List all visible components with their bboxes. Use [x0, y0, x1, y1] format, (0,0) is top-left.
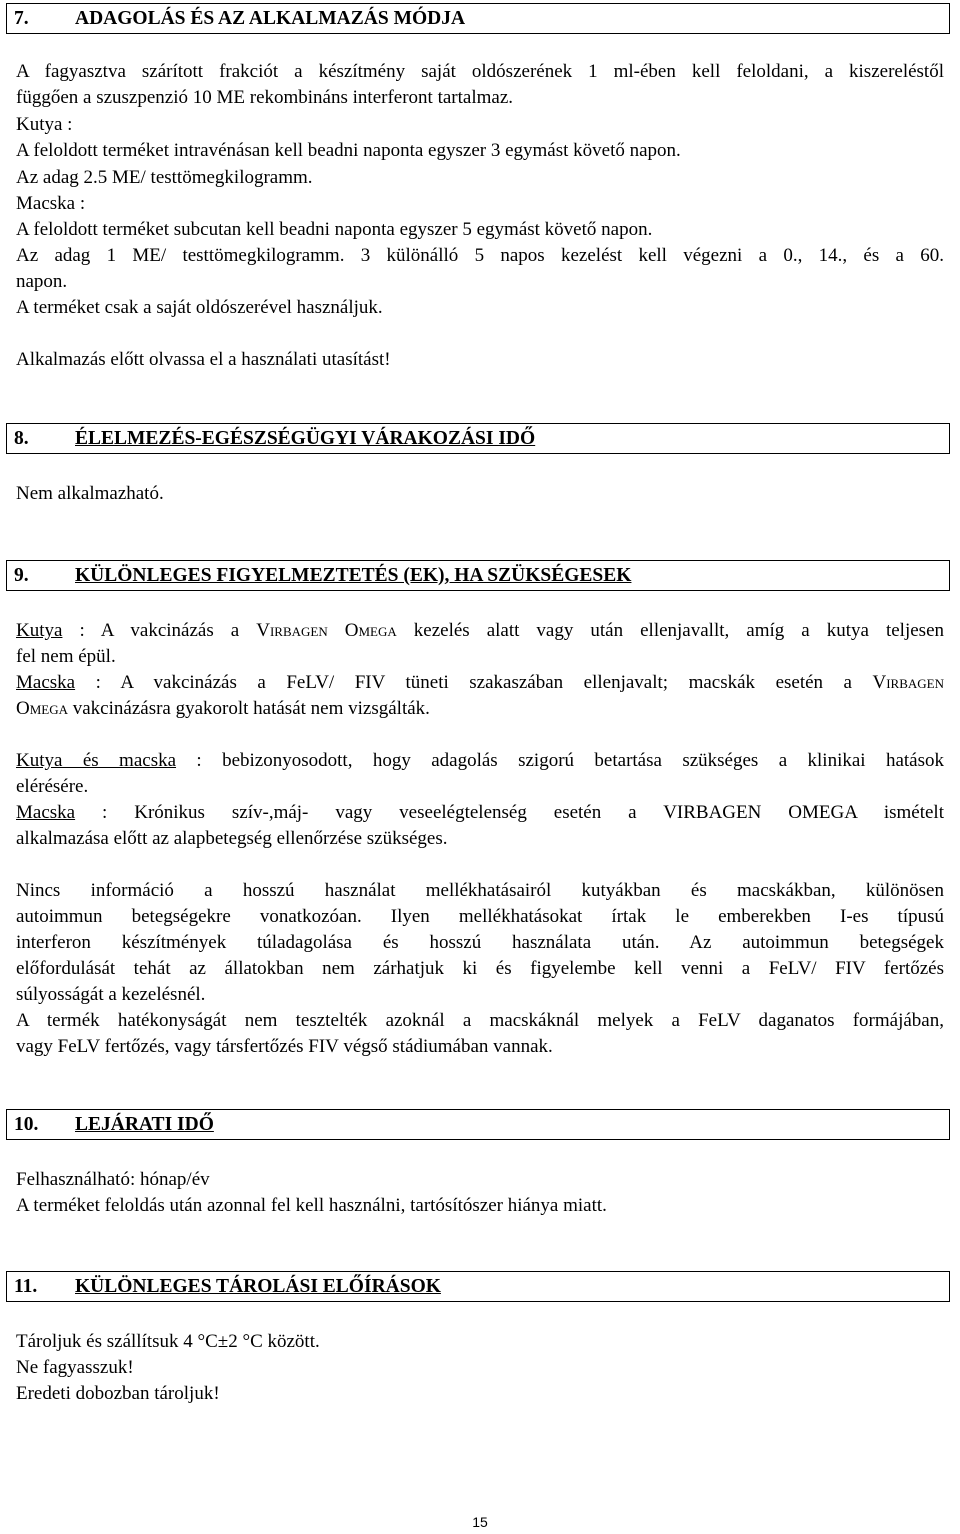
- section-number: 8.: [14, 428, 29, 449]
- paragraph-line: Tároljuk és szállítsuk 4 °C±2 °C között.: [16, 1331, 320, 1352]
- text-span: : A vakcinázás a: [62, 620, 257, 641]
- paragraph-line: A feloldott terméket intravénásan kell beadni naponta egyszer 3 egymást követő napon.: [16, 140, 681, 161]
- text-span: : Krónikus szív-,máj- vagy veseelégtelenség esetén a VIRBAGEN OMEGA ismételt: [75, 802, 944, 823]
- section-number: 9.: [14, 565, 29, 586]
- paragraph-line: fel nem épül.: [16, 646, 116, 667]
- paragraph-line: [16, 749, 944, 773]
- paragraph-line: [16, 801, 944, 825]
- paragraph-line: Eredeti dobozban tároljuk!: [16, 1383, 220, 1404]
- paragraph-line: Kutya :: [16, 114, 73, 135]
- paragraph-line: alkalmazása előtt az alapbetegség ellenőrzése szükséges.: [16, 828, 448, 849]
- paragraph-line: [16, 671, 944, 695]
- brand-name: Omega: [344, 620, 397, 641]
- paragraph-line: napon.: [16, 271, 68, 292]
- section-9-header: [6, 560, 950, 591]
- text-span: : A vakcinázás a FeLV/ FIV tüneti szakaszában ellenjavalt; macskák esetén a: [75, 672, 873, 693]
- species-label: Macska: [16, 672, 76, 693]
- paragraph-line: A feloldott terméket subcutan kell beadni naponta egyszer 5 egymást követő napon.: [16, 219, 653, 240]
- paragraph-line: [16, 697, 430, 721]
- paragraph-line: Nem alkalmazható.: [16, 483, 164, 504]
- section-7-header: [6, 3, 950, 34]
- section-number: 11.: [14, 1276, 38, 1297]
- paragraph-line: [16, 619, 944, 643]
- section-10-header: [6, 1109, 950, 1140]
- paragraph-line: súlyosságát a kezelésnél.: [16, 984, 206, 1005]
- species-label: Kutya és macska: [16, 750, 177, 771]
- paragraph-line: interferon készítmények túladagolása és hosszú használata után. Az autoimmun betegségek: [16, 932, 944, 953]
- paragraph-line: Az adag 1 ME/ testtömegkilogramm. 3 különálló 5 napos kezelést kell végezni a 0., 14., és a 60.: [16, 245, 944, 266]
- paragraph-line: A termék hatékonyságát nem tesztelték azoknál a macskáknál melyek a FeLV daganatos formájában,: [16, 1010, 944, 1031]
- paragraph-line: Az adag 2.5 ME/ testtömegkilogramm.: [16, 167, 313, 188]
- paragraph-line: Macska :: [16, 193, 86, 214]
- brand-name: Omega: [16, 698, 68, 719]
- paragraph-line: A fagyasztva szárított frakciót a készítmény saját oldószerének 1 ml-ében kell feloldani, a kiszereléstől: [16, 61, 944, 82]
- page-number: 15: [472, 1514, 488, 1530]
- paragraph-line: Ne fagyasszuk!: [16, 1357, 134, 1378]
- paragraph-line: autoimmun betegségekre vonatkozóan. Ilyen mellékhatásokat írtak le emberekben I-es típusú: [16, 906, 944, 927]
- paragraph-line: előfordulását tehát az állatokban nem zárhatjuk ki és figyelembe kell venni a FeLV/ FIV fertőzés: [16, 958, 944, 979]
- paragraph-line: függően a szuszpenzió 10 ME rekombináns interferont tartalmaz.: [16, 87, 513, 108]
- brand-name: Virbagen: [872, 672, 944, 693]
- text-span: : bebizonyosodott, hogy adagolás szigorú betartása szükséges a klinikai hatások: [176, 750, 945, 771]
- paragraph-line: Alkalmazás előtt olvassa el a használati utasítást!: [16, 349, 391, 370]
- section-11-header: [6, 1271, 950, 1302]
- section-title: ADAGOLÁS ÉS AZ ALKALMAZÁS MÓDJA: [75, 8, 466, 29]
- section-title: ÉLELMEZÉS-EGÉSZSÉGÜGYI VÁRAKOZÁSI IDŐ: [75, 428, 536, 449]
- section-8-header: [6, 423, 950, 454]
- section-number: 10.: [14, 1114, 39, 1135]
- paragraph-line: A terméket csak a saját oldószerével használjuk.: [16, 297, 383, 318]
- species-label: Kutya: [16, 620, 63, 641]
- text-span: vakcinázásra gyakorolt hatását nem vizsgálták.: [68, 698, 430, 719]
- section-number: 7.: [14, 8, 29, 29]
- brand-name: Virbagen: [256, 620, 328, 641]
- section-title: KÜLÖNLEGES FIGYELMEZTETÉS (EK), HA SZÜKSÉGESEK: [75, 565, 632, 586]
- paragraph-line: elérésére.: [16, 776, 89, 797]
- paragraph-line: Nincs információ a hosszú használat mellékhatásairól kutyákban és macskákban, különösen: [16, 880, 944, 901]
- paragraph-line: A terméket feloldás után azonnal fel kell használni, tartósítószer hiánya miatt.: [16, 1195, 607, 1216]
- paragraph-line: vagy FeLV fertőzés, vagy társfertőzés FIV végső stádiumában vannak.: [16, 1036, 553, 1057]
- section-title: KÜLÖNLEGES TÁROLÁSI ELŐÍRÁSOK: [75, 1276, 441, 1297]
- species-label: Macska: [16, 802, 76, 823]
- section-title: LEJÁRATI IDŐ: [75, 1114, 214, 1135]
- paragraph-line: Felhasználható: hónap/év: [16, 1169, 210, 1190]
- text-span: kezelés alatt vagy után ellenjavallt, amíg a kutya teljesen: [396, 620, 945, 641]
